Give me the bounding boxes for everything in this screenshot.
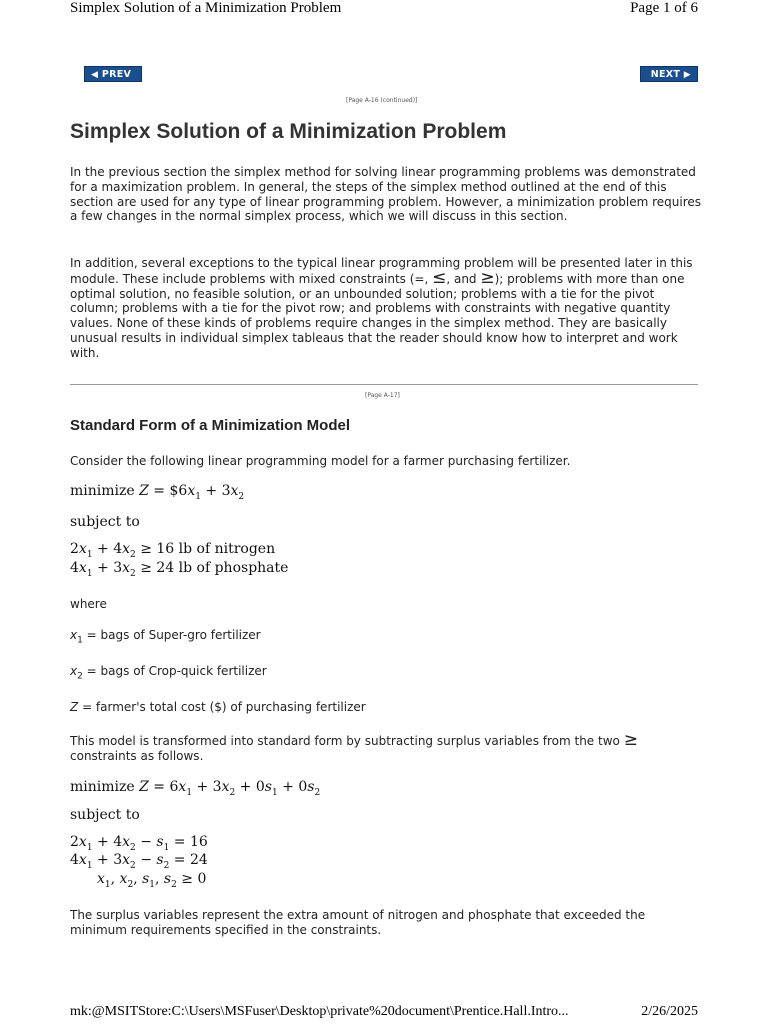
le-symbol: ≤ — [432, 267, 447, 288]
model2-constraint-2: $4x_1 + 3x_2 - s_2 = 24$ — [70, 852, 208, 871]
arrow-left-icon: ◀ — [91, 70, 99, 80]
where-label: where — [70, 597, 107, 611]
definition-z: Z = farmer's total cost ($) of purchasing fertilizer — [70, 700, 366, 714]
model2-subject-to: subject to — [70, 807, 140, 823]
print-footer — [70, 1004, 698, 1024]
paragraph-exceptions-c: ); problems with more than one optimal solution, no feasible solution, or an unbounded solution; problems with a tie for the pivot column; problems with a tie for the pivot row; and problems with constraints with negative quantity values. None of these kinds of problems require changes in the simplex method. They are basically unusual results in individual simplex tableaus that the reader should know how to interpret and work with. — [70, 271, 685, 360]
next-label: NEXT — [650, 69, 681, 80]
arrow-right-icon: ▶ — [683, 70, 691, 80]
model1-constraint-2: $4x_1 + 3x_2 \ge 24$ lb of phosphate — [70, 560, 289, 579]
paragraph-transform-a: This model is transformed into standard form by subtracting surplus variables from the two — [70, 734, 624, 748]
definition-x1-text: = bags of Super-gro fertilizer — [86, 628, 261, 642]
divider — [70, 384, 698, 385]
model1-subject-to: subject to — [70, 514, 140, 530]
definition-x2: $x_2$ = bags of Crop-quick fertilizer — [70, 664, 267, 682]
ge-symbol: ≥ — [480, 267, 495, 288]
page-title: Simplex Solution of a Minimization Problem — [70, 120, 507, 143]
model2-constraint-1: $2x_1 + 4x_2 - s_1 = 16$ — [70, 834, 208, 853]
print-header-title: Simplex Solution of a Minimization Problem — [70, 0, 342, 16]
page-ref-mid: [Page A-17] — [365, 392, 400, 399]
print-footer-path: mk:@MSITStore:C:\Users\MSFuser\Desktop\private%20document\Prentice.Hall.Intro... — [70, 1004, 569, 1019]
model1-constraint-1: $2x_1 + 4x_2 \ge 16$ lb of nitrogen — [70, 541, 276, 560]
section-heading: Standard Form of a Minimization Model — [70, 417, 351, 434]
paragraph-intro: In the previous section the simplex method for solving linear programming problems was demonstrated for a maximization problem. In general, the steps of the simplex method outlined at the end of this section are used for any type of linear programming problem. However, a minimization problem requires a few changes in the normal simplex process, which we will discuss in this section. — [70, 165, 702, 224]
model2-objective: minimize $Z = 6x_1 + 3x_2 + 0s_1 + 0s_2$ — [70, 779, 321, 798]
print-header-page: Page 1 of 6 — [630, 0, 698, 16]
paragraph-exceptions-b: , and — [446, 271, 481, 286]
ge-symbol-2: ≥ — [623, 730, 638, 750]
prev-label: PREV — [101, 69, 132, 80]
model2-nonnegativity: $x_1$, $x_2$, $s_1$, $s_2 \ge 0$ — [97, 871, 207, 890]
paragraph-exceptions — [70, 256, 702, 361]
definition-x1: $x_1$ = bags of Super-gro fertilizer — [70, 628, 261, 646]
print-footer-date: 2/26/2025 — [641, 1004, 698, 1019]
definition-x2-text: = bags of Crop-quick fertilizer — [86, 664, 267, 678]
prev-button[interactable] — [84, 66, 142, 82]
definition-z-text: = farmer's total cost ($) of purchasing fertilizer — [82, 700, 366, 714]
paragraph-transform — [70, 730, 702, 764]
model1-objective: minimize $Z = \$6x_1 + 3x_2$ — [70, 483, 245, 502]
paragraph-transform-b: constraints as follows. — [70, 748, 204, 763]
page-ref-top: [Page A-16 (continued)] — [346, 97, 418, 104]
next-button[interactable] — [640, 66, 698, 82]
paragraph-exceptions-a: In addition, several exceptions to the typical linear programming problem will be presented later in this module. These include problems with mixed constraints (=, — [70, 256, 693, 286]
print-header — [70, 0, 698, 18]
paragraph-model-intro: Consider the following linear programming model for a farmer purchasing fertilizer. — [70, 454, 571, 468]
paragraph-closing: The surplus variables represent the extra amount of nitrogen and phosphate that exceeded the minimum requirements specified in the constraints. — [70, 908, 646, 937]
